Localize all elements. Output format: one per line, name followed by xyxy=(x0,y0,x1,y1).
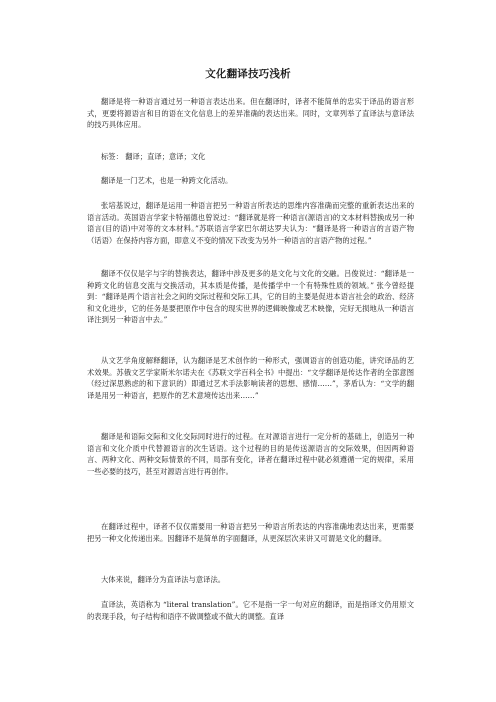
body-paragraph-1: 翻译是一门艺术，也是一种跨文化活动。 xyxy=(101,176,233,185)
keywords-line: 标签： 翻译；直译；意译；文化 xyxy=(101,152,206,161)
body-paragraph-7: 大体来说，翻译分为直译法与意译法。 xyxy=(101,575,226,584)
document-title: 文化翻译技巧浅析 xyxy=(205,68,291,80)
body-paragraph-8: 直译法，英语称为 “literal translation”。它不是指一字一句对应的翻译，而是指译文仍用原文的表现手段，句子结构和语序不做调整或不做大的调整。直译 xyxy=(87,600,414,621)
abstract-paragraph: 翻译是将一种语言通过另一种语言表达出来。但在翻译时，译者不能简单的忠实于译品的语言形式，更要将源语言和目的语在文化信息上的差异准确的表达出来。同时，文章列举了直译法与意译法的技巧具体应用。 xyxy=(87,97,414,130)
body-paragraph-2: 张培基说过，翻译是运用一种语言把另一种语言所表达的思维内容准确而完整的重新表达出来的语言活动。英国语言学家卡特福德也曾说过：“翻译就是将一种语言(源语言)的文本材料替换成另一种语言(目的语)中对等的文本材料。”苏联语言学家巴尔胡达罗夫认为：“翻译是将一种语言的言语产物（话语）在保持内容方面，即意义不变的情况下改变为另外一种语言的言语产物的过程。” xyxy=(87,201,414,245)
body-paragraph-5: 翻译是和语际交际和文化交际同时进行的过程。在对源语言进行一定分析的基础上，创造另一种语言和文化介质中代替源语言的次生话语。这个过程的目的是传送源语言的交际效果，但因两种语言、两种文化、两种交际情景的不同，局部有变化，译者在翻译过程中就必须遵循一定的规律，采用一些必要的技巧，甚至对源语言进行再创作。 xyxy=(87,432,414,476)
body-paragraph-4: 从文艺学角度解释翻译，认为翻译是艺术创作的一种形式，强调语言的创造功能，讲究译品的艺术效果。苏俄文艺学家斯米尔诺夫在《苏联文学百科全书》中提出：“文学翻译是传达作者的全部意图（经过深思熟虑的和下意识的）即通过艺术手法影响读者的思想、感情……”，茅盾认为：“文学的翻译是用另一种语言，把原作的艺术意境传达出来……” xyxy=(87,356,414,400)
body-paragraph-6: 在翻译过程中，译者不仅仅需要用一种语言把另一种语言所表达的内容准确地表达出来，更需要把另一种文化传递出来。因翻译不是简单的字面翻译，从更深层次来讲又可谓是文化的翻译。 xyxy=(87,522,414,543)
body-paragraph-3: 翻译不仅仅是字与字的替换表达，翻译中涉及更多的是文化与文化的交融。吕俊说过：“翻译是一种跨文化的信息交流与交换活动，其本质是传播，是传播学中一个有特殊性质的领域。” 张今曾经提到：“翻译是两个语言社会之间的交际过程和交际工具，它的目的主要是促进本语言社会的政治、经济和文化进步，它的任务是要把原作中包含的现实世界的逻辑映像或艺术映像，完好无损地从一种语言译注到另一种语言中去。” xyxy=(87,269,414,325)
